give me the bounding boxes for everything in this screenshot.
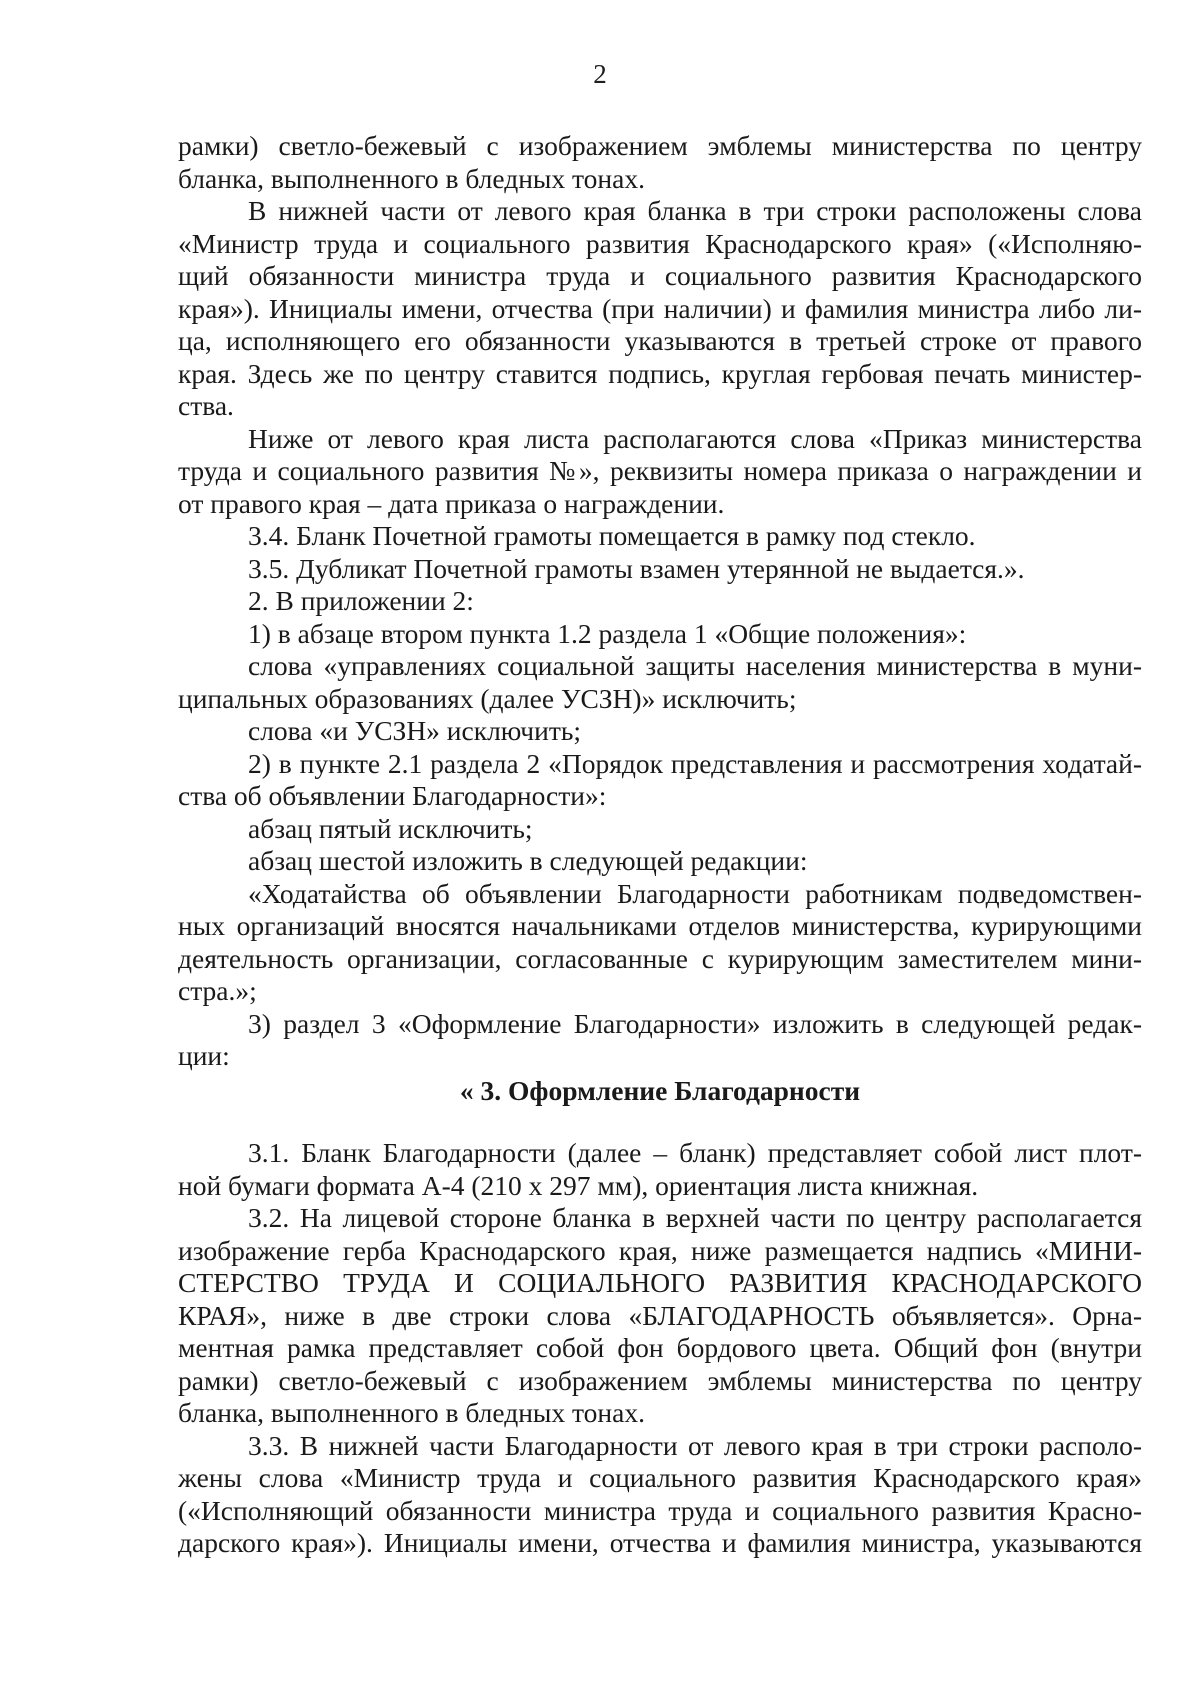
page-number: 2 (593, 59, 607, 89)
text-line: 2) в пункте 2.1 раздела 2 «Порядок представления и рассмотрения ходатай- (248, 747, 1142, 779)
text-line: дарского края»). Инициалы имени, отчества и фамилия министра, указываются (178, 1527, 1142, 1558)
text-line: слова «и УСЗН» исключить; (248, 715, 582, 746)
text-line: деятельность организации, согласованные с курирующим заместителем мини- (178, 942, 1142, 974)
text-line: 3.2. На лицевой стороне бланка в верхней части по центру располагается (248, 1202, 1142, 1233)
text-line: ной бумаги формата А-4 (210 х 297 мм), ориентация листа книжная. (178, 1169, 979, 1201)
text-line: жены слова «Министр труда и социального развития Краснодарского края» (178, 1462, 1142, 1493)
text-line: 3.4. Бланк Почетной грамоты помещается в рамку под стекло. (248, 520, 976, 551)
text-line: абзац пятый исключить; (248, 812, 533, 844)
text-line: края»). Инициалы имени, отчества (при наличии) и фамилия министра либо ли- (178, 292, 1142, 324)
text-line: абзац шестой изложить в следующей редакции: (248, 845, 808, 876)
text-line: 3.3. В нижней части Благодарности от левого края в три строки располо- (248, 1429, 1142, 1461)
text-line: В нижней части от левого края бланка в три строки расположены слова (248, 195, 1142, 226)
text-line: Ниже от левого края листа располагаются слова «Приказ министерства (248, 422, 1142, 454)
text-line: щий обязанности министра труда и социального развития Краснодарского (178, 260, 1142, 291)
document-body (178, 130, 1142, 1560)
text-line: «Министр труда и социального развития Краснодарского края» («Исполняю- (178, 227, 1142, 259)
text-line: («Исполняющий обязанности министра труда и социального развития Красно- (178, 1494, 1142, 1526)
text-line: ментная рамка представляет собой фон бордового цвета. Общий фон (внутри (178, 1332, 1142, 1363)
text-line: рамки) светло-бежевый с изображением эмблемы министерства по центру (178, 130, 1142, 161)
text-line: труда и социального развития №», реквизиты номера приказа о награждении и (178, 455, 1142, 486)
text-line: 1) в абзаце втором пункта 1.2 раздела 1 «Общие положения»: (248, 617, 967, 649)
text-line: 2. В приложении 2: (248, 585, 474, 616)
text-line: изображение герба Краснодарского края, ниже размещается надпись «МИНИ- (178, 1234, 1142, 1266)
text-line: бланка, выполненного в бледных тонах. (178, 162, 645, 194)
text-line: СТЕРСТВО ТРУДА И СОЦИАЛЬНОГО РАЗВИТИЯ КРАСНОДАРСКОГО (178, 1267, 1142, 1298)
text-line: ципальных образованиях (далее УСЗН)» исключить; (178, 682, 797, 714)
text-line: 3.1. Бланк Благодарности (далее – бланк) представляет собой лист плот- (248, 1137, 1142, 1168)
text-line: 3) раздел 3 «Оформление Благодарности» изложить в следующей редак- (248, 1007, 1142, 1039)
text-line: «Ходатайства об объявлении Благодарности работникам подведомствен- (248, 877, 1142, 909)
text-line: 3.5. Дубликат Почетной грамоты взамен утерянной не выдается.». (248, 552, 1025, 584)
text-line: КРАЯ», ниже в две строки слова «БЛАГОДАРНОСТЬ объявляется». Орна- (178, 1299, 1142, 1331)
text-line: рамки) светло-бежевый с изображением эмблемы министерства по центру (178, 1364, 1142, 1396)
text-line: ца, исполняющего его обязанности указываются в третьей строке от правого (178, 325, 1142, 356)
text-line: стра.»; (178, 975, 257, 1006)
text-line: ства. (178, 390, 234, 421)
text-line: бланка, выполненного в бледных тонах. (178, 1397, 645, 1428)
text-line: слова «управлениях социальной защиты населения министерства в муни- (248, 650, 1142, 681)
text-line: ции: (178, 1040, 230, 1071)
section-heading: « 3. Оформление Благодарности (459, 1074, 861, 1106)
text-line: ства об объявлении Благодарности»: (178, 780, 607, 811)
text-line: от правого края – дата приказа о награждении. (178, 487, 725, 519)
text-line: края. Здесь же по центру ставится подпись, круглая гербовая печать министер- (178, 357, 1142, 389)
text-line: ных организаций вносятся начальниками отделов министерства, курирующими (178, 910, 1142, 941)
